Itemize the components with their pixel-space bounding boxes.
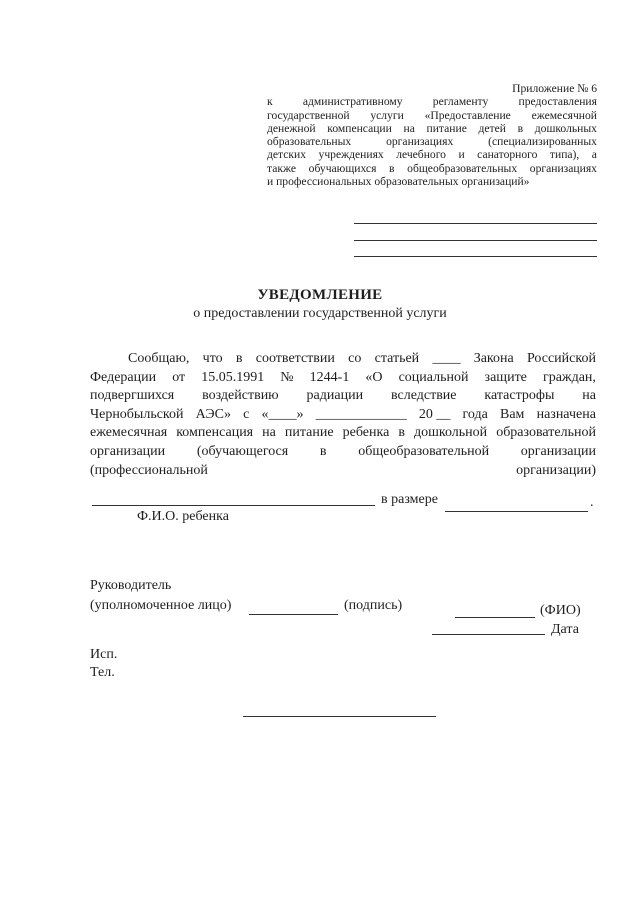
phone-label: Тел. <box>90 665 115 680</box>
word: а <box>591 148 597 162</box>
appendix-number: Приложение № 6 <box>512 82 597 95</box>
word: в <box>517 121 524 135</box>
word: № <box>280 369 294 385</box>
word: обучающихся <box>308 161 377 175</box>
word: в <box>235 351 243 366</box>
notice-body <box>90 350 596 480</box>
word: образовательной <box>496 425 596 441</box>
word: организации <box>520 443 596 459</box>
body-line <box>90 350 596 369</box>
body-line <box>90 369 596 388</box>
word: денежной <box>267 121 316 135</box>
word: катастрофы <box>484 388 555 404</box>
word: _____________ <box>315 406 407 422</box>
word: и профессиональных образовательных организаций» <box>267 175 530 189</box>
word: и <box>458 148 465 162</box>
word: дошкольных <box>534 121 597 135</box>
word: подвергшихся <box>90 388 175 404</box>
name-line <box>455 617 535 618</box>
appendix-line <box>267 175 597 188</box>
word: ребенка <box>342 425 390 441</box>
word: на <box>403 121 415 135</box>
appendix-description <box>267 95 597 188</box>
bottom-line <box>243 716 436 717</box>
head-label: Руководитель <box>90 578 172 593</box>
word: компенсация <box>176 425 254 441</box>
appendix-line <box>267 148 597 161</box>
word: административному <box>302 95 403 109</box>
body-line <box>90 424 596 443</box>
word: Российской <box>526 351 596 366</box>
word: (обучающегося <box>196 443 289 459</box>
word: «О <box>365 369 383 385</box>
word: АЭС» <box>195 406 232 422</box>
word: санаторного <box>477 148 538 162</box>
word: (специализированных <box>488 135 597 149</box>
word: граждан, <box>542 369 596 385</box>
word: к <box>267 95 273 109</box>
word: защите <box>484 369 527 385</box>
addressee-line-2 <box>354 240 597 241</box>
word: питание <box>284 425 334 441</box>
word: организации) <box>516 462 596 478</box>
word: ____ <box>432 351 461 366</box>
appendix-line <box>267 135 597 148</box>
word: ежемесячной <box>531 108 597 122</box>
word: организациях <box>529 161 597 175</box>
word: в <box>398 425 405 441</box>
child-name-line <box>92 505 375 506</box>
word: организации <box>90 443 166 459</box>
addressee-line-3 <box>354 256 597 257</box>
word: «____» <box>261 406 304 422</box>
executor-label: Исп. <box>90 647 118 662</box>
word: «Предоставление <box>424 108 511 122</box>
word: Чернобыльской <box>90 406 184 422</box>
appendix-line <box>267 109 597 122</box>
word: что <box>202 351 223 366</box>
signature-line <box>249 614 338 615</box>
word: (профессиональной <box>90 462 208 478</box>
word: детей <box>478 121 506 135</box>
word: предоставления <box>518 95 597 109</box>
word: воздействию <box>202 388 279 404</box>
word: образовательных <box>267 135 352 149</box>
word: 20 __ <box>418 406 451 422</box>
word: на <box>582 388 596 404</box>
word: статьей <box>374 351 420 366</box>
appendix-line <box>267 95 597 108</box>
word: на <box>262 425 276 441</box>
word: детских <box>267 148 307 162</box>
word: дошкольной <box>413 425 488 441</box>
body-line <box>90 462 596 481</box>
appendix-line <box>267 162 597 175</box>
word: лечебного <box>396 148 446 162</box>
word: назначена <box>536 406 596 422</box>
body-line <box>90 406 596 425</box>
word: учреждениях <box>318 148 384 162</box>
body-line <box>90 443 596 462</box>
word: в <box>319 443 327 459</box>
word: Закона <box>473 351 514 366</box>
word: со <box>348 351 362 366</box>
word: также <box>267 161 296 175</box>
word: Вам <box>500 406 525 422</box>
word: общеобразовательной <box>358 443 490 459</box>
word: радиации <box>306 388 364 404</box>
word: государственной <box>267 108 350 122</box>
word: компенсации <box>327 121 392 135</box>
word: организациях <box>386 135 454 149</box>
word: соответствии <box>255 351 335 366</box>
signature-caption: (подпись) <box>344 598 403 613</box>
date-line <box>432 634 545 635</box>
appendix-line <box>267 122 597 135</box>
word: услуги <box>370 108 404 122</box>
word: ежемесячная <box>90 425 168 441</box>
body-line <box>90 387 596 406</box>
notice-subtitle: о предоставлении государственной услуги <box>193 306 447 321</box>
word: типа), <box>549 148 580 162</box>
word: регламенту <box>432 95 489 109</box>
word: с <box>243 406 250 422</box>
size-label: в размере <box>381 492 438 507</box>
word: социальной <box>398 369 469 385</box>
addressee-line-1 <box>354 223 597 224</box>
child-name-caption: Ф.И.О. ребенка <box>137 509 229 524</box>
word: Сообщаю, <box>128 351 190 366</box>
word: года <box>462 406 488 422</box>
word: вследствие <box>390 388 457 404</box>
word: 1244-1 <box>309 369 350 385</box>
amount-period: . <box>590 495 594 510</box>
notice-title: УВЕДОМЛЕНИЕ <box>257 287 383 303</box>
appendix-header <box>267 82 597 188</box>
authorized-person-label: (уполномоченное лицо) <box>90 598 232 613</box>
word: Федерации <box>90 369 157 385</box>
date-caption: Дата <box>551 622 579 637</box>
amount-line <box>445 511 588 512</box>
word: общеобразовательных <box>407 161 518 175</box>
word: от <box>172 369 186 385</box>
name-caption: (ФИО) <box>540 603 581 618</box>
word: питание <box>426 121 467 135</box>
word: в <box>389 161 395 175</box>
word: 15.05.1991 <box>201 369 265 385</box>
